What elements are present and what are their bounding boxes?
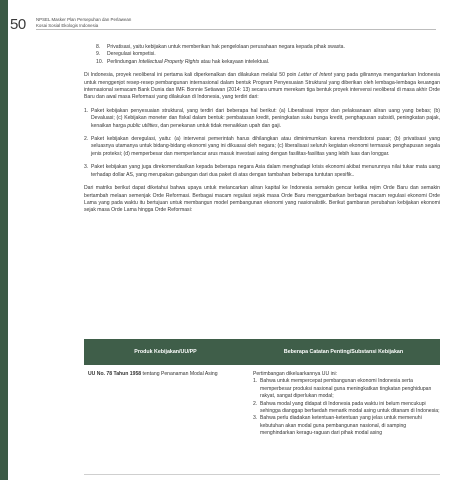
page-body <box>84 44 440 215</box>
notes-item-text: Bahwa modal yang didapat di Indonesia pada waktu ini belum mencukupi sehingga dianggap berfaedah menarik modal asing untuk ditanam di Indonesia; <box>260 400 440 415</box>
notes-intro: Pertimbangan dikeluarkannya UU ini: <box>253 371 338 377</box>
notes-item-text: Bahwa untuk mempercepat pembangunan ekonomi Indonesia serta memperbesar produksi nasional guna meningkatkan tingkatan penghidupan rakyat, sangat diperlukan modal; <box>260 378 432 400</box>
running-header <box>36 17 131 29</box>
intro-text: yang pada gilirannya mengantarkan Indonesia untuk menggenjot resep-resep pembangunan internasional dalam bentuk Program Penyesuaian Struktural yang diberikan oleh lembaga-lembaga keuangan internasional semacam Bank Dunia dan IMF. Bonnie Setiawan (2014: 13) secara umum merekam tiga bentuk proyek intervensi neoliberal di masa akhir Orde Baru dan awal masa Reformasi yang dilakukan di Indonesia, yang terdiri dari: <box>84 72 440 101</box>
table-header <box>84 339 440 365</box>
table-cell-policy <box>84 371 247 438</box>
numbered-item <box>84 108 440 130</box>
numbered-item-text: Paket kebijakan deregulasi, yaitu: (a) intervensi pemerintah harus dihilangkan atau diminimumkan karena mendistorsi pasar; (b) privatisasi yang seluasnya utamanya untuk bidang-bidang ekonomi yang ini dikuasai oleh negara; (c) liberalisasi seluruh kegiatan ekonomi termasuk penghapusan segala jenis proteksi; (d) memperbesar dan memperlancar arus masuk investasi asing dengan fasilitas-fasilitas yang lebih luas dan longgar. <box>91 136 440 157</box>
list-item-text: Deregulasi kompetisi. <box>107 51 156 58</box>
numbered-item-text <box>91 108 440 130</box>
header-divider <box>36 29 436 30</box>
list-item-italic-term: Intellectual Property Rights <box>138 58 200 65</box>
table-row <box>84 371 440 438</box>
running-header-line2: Kosai Sosial Ekologis Indonesia <box>36 23 99 28</box>
numbered-item <box>84 164 440 179</box>
table-header-policy: Produk Kebijakan/UU/PP <box>134 349 197 355</box>
closing-paragraph: Dari matriks berikut dapat diketahui bahwa upaya untuk melancarkan aliran kapital ke Indonesia semakin gencar ketika rejim Orde Baru dan semakin bertambah melaan semenjak Orde Reformasi. Berbagai macam regulasi sejak masa Orde Baru menggambarkan berbagai macam regulasi ekonomi Orde Lama yang pada waktu itu bertujuan untuk membangun model pembangunan ekonomi yang nasionalistik. Berikut gambaran perubahan kebijakan ekonomi sejak masa Orde Lama hingga Orde Reformasi: <box>84 185 440 214</box>
notes-item <box>253 378 440 400</box>
numbered-item-text-part: Paket kebijakan penyesuaian struktural, yang terdiri dari beberapa hal berikut: (a) Liberalisasi impor dan pelaksanaan aliran uang yang bebas; (b) Devaluasi; (c) Kebijakan moneter dan fiskal dalam bentuk: pembatasan kredit, peningkatan suku bunga kredit, penghapusan subsidi, peningkatan pajak, kenaikan harga <box>91 107 440 129</box>
list-item <box>96 59 440 66</box>
list-item <box>96 44 440 51</box>
bottom-divider <box>84 474 440 475</box>
list-item-text <box>107 59 269 66</box>
left-color-band <box>0 0 8 480</box>
notes-item <box>253 401 440 416</box>
page-number: 50 <box>10 16 26 33</box>
notes-item-number: 3. <box>253 415 258 422</box>
list-item-text-part: atau hak kekayaan intelektual. <box>199 58 270 65</box>
intro-italic-term: Letter of Intent <box>298 72 332 79</box>
numbered-item-italic-term: public utilities <box>127 122 158 129</box>
numbered-item-text-part: , dan penekanan untuk tidak menaikkan upah dan gaji. <box>157 122 282 129</box>
numbered-item-number: 2. <box>84 136 89 143</box>
notes-item-number: 2. <box>253 400 258 407</box>
list-item-number: 9. <box>96 51 101 58</box>
table-header-notes: Beberapa Catatan Penting/Substansi Kebijakan <box>283 349 404 355</box>
running-header-line1: NPSEL Masker Plan Persepuhan dan Perlawean <box>36 17 132 22</box>
numbered-item-text: Paket kebijakan yang juga direkomendasikan kepada beberapa negara Asia dalam menghadapi krisis ekonomi akibat menurunnya nilai tukar mata uang terhadap dollar AS, yang merupakan gabungan dari dua paket di atas dengan tambahan beberapa tuntutan spesifik.. <box>91 164 440 178</box>
top-list <box>84 44 440 66</box>
numbered-item <box>84 136 440 158</box>
list-item-text: Privatisasi, yaitu kebijakan untuk memberikan hak pengelolaan perusahaan negara kepada pihak swasta. <box>107 44 345 50</box>
numbered-item-number: 1. <box>84 107 89 114</box>
intro-text: Di Indonesia, proyek neoliberal ini pertama kali diperkenalkan dan dilakukan melalui 50 poin <box>84 72 299 79</box>
policy-law-title: UU No. 78 Tahun 1958 <box>88 371 142 377</box>
numbered-item-number: 3. <box>84 164 89 171</box>
notes-item <box>253 415 440 437</box>
list-item-number: 10. <box>96 58 104 65</box>
list-item <box>96 51 440 58</box>
table-cell-notes <box>247 371 440 438</box>
policy-table <box>84 339 440 438</box>
notes-item-number: 1. <box>253 378 258 385</box>
list-item-number: 8. <box>96 44 101 50</box>
list-item-text-part: Perlindungan <box>107 58 139 65</box>
notes-item-text: Bahwa perlu diadakan ketentuan-ketentuan yang jelas untuk memenuhi kebutuhan akan modal guna pembangunan nasional, di samping menghindarkan keragu-raguan dari pihak modal asing <box>260 415 422 437</box>
policy-law-subject: tentang Penanaman Modal Asing <box>141 371 218 377</box>
intro-paragraph <box>84 72 440 102</box>
